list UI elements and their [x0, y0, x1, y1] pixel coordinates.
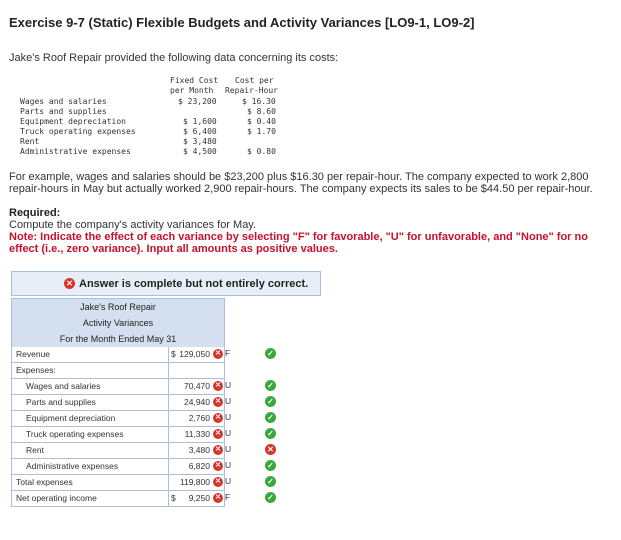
incorrect-icon: ✕	[213, 493, 223, 503]
amount-input[interactable]	[168, 395, 226, 410]
cost-row-fixed: $ 3,480	[183, 137, 217, 146]
correct-check-icon: ✓	[265, 476, 276, 487]
cost-row-fixed: $ 1,600	[183, 117, 217, 126]
row-label: Wages and salaries	[26, 381, 101, 391]
cost-row-fixed: $ 4,500	[183, 147, 217, 156]
report-header	[11, 298, 225, 347]
table-row	[11, 363, 225, 379]
table-row	[11, 427, 225, 443]
cost-row-fixed: $ 23,200	[178, 97, 217, 106]
required-text: Compute the company's activity variances for May.	[9, 219, 257, 231]
table-row	[11, 379, 225, 395]
row-label: Total expenses	[16, 477, 73, 487]
amount-value: 2,760	[188, 413, 210, 423]
cost-row-label: Wages and salaries	[20, 97, 107, 106]
incorrect-x-icon: ✕	[265, 444, 276, 455]
cost-row-fixed: $ 6,400	[183, 127, 217, 136]
effect-select[interactable]: U	[225, 428, 232, 438]
correct-check-icon: ✓	[265, 412, 276, 423]
effect-select[interactable]: F	[225, 492, 231, 502]
row-label: Rent	[26, 445, 44, 455]
amount-value: 129,050	[179, 349, 210, 359]
correct-check-icon: ✓	[265, 460, 276, 471]
report-company: Jake's Roof Repair	[80, 302, 156, 312]
required-note: Note: Indicate the effect of each variance by selecting "F" for favorable, "U" for unfavorable, and "None" for no effect (i.e., zero variance). Input all amounts as positive values.	[9, 231, 588, 255]
cost-row-var: $ 0.80	[247, 147, 276, 156]
intro-text: Jake's Roof Repair provided the following data concerning its costs:	[9, 52, 339, 64]
fixed-cost-header-1: Fixed Cost	[170, 76, 219, 85]
row-label: Administrative expenses	[26, 461, 119, 471]
cost-row-var: $ 0.40	[247, 117, 276, 126]
amount-input[interactable]	[168, 427, 226, 442]
table-row	[11, 491, 225, 507]
table-row	[11, 475, 225, 491]
amount-value: 9,250	[188, 493, 210, 503]
amount-value: 11,330	[184, 429, 210, 439]
exercise-title: Exercise 9-7 (Static) Flexible Budgets and Activity Variances [LO9-1, LO9-2]	[9, 15, 475, 30]
incorrect-icon: ✕	[64, 278, 75, 289]
required-title: Required:	[9, 207, 61, 219]
effect-select[interactable]: F	[225, 348, 231, 358]
table-row	[11, 347, 225, 363]
fixed-cost-header-2: per Month	[170, 86, 214, 95]
cost-row-label: Truck operating expenses	[20, 127, 136, 136]
incorrect-icon: ✕	[213, 381, 223, 391]
example-text: For example, wages and salaries should be $23,200 plus $16.30 per repair-hour. The company expected to work 2,800 repair-hours in May but actually worked 2,900 repair-hours. The company expects its sales to be $44.50 per repair-hour.	[9, 171, 593, 195]
row-label: Net operating income	[16, 493, 97, 503]
incorrect-icon: ✕	[213, 429, 223, 439]
effect-select[interactable]: U	[225, 444, 232, 454]
cost-row-var: $ 1.70	[247, 127, 276, 136]
amount-input[interactable]	[168, 443, 226, 458]
amount-input[interactable]	[168, 475, 226, 490]
amount-value: 119,800	[179, 477, 210, 487]
incorrect-icon: ✕	[213, 477, 223, 487]
cost-row-label: Parts and supplies	[20, 107, 107, 116]
amount-input[interactable]	[168, 411, 226, 426]
effect-select[interactable]: U	[225, 412, 232, 422]
cost-row-var: $ 16.30	[242, 97, 276, 106]
answer-status-banner	[11, 271, 321, 296]
cost-row-label: Administrative expenses	[20, 147, 131, 156]
amount-input[interactable]	[168, 459, 226, 474]
row-label: Equipment depreciation	[26, 413, 116, 423]
cost-row-var: $ 8.60	[247, 107, 276, 116]
activity-variance-report	[11, 298, 225, 507]
amount-input[interactable]	[168, 347, 226, 362]
incorrect-icon: ✕	[213, 461, 223, 471]
effect-select[interactable]: U	[225, 380, 232, 390]
effect-select[interactable]: U	[225, 476, 232, 486]
correct-check-icon: ✓	[265, 492, 276, 503]
row-label: Revenue	[16, 349, 51, 359]
report-name: Activity Variances	[82, 318, 154, 328]
incorrect-icon: ✕	[213, 445, 223, 455]
table-row	[11, 443, 225, 459]
amount-value: 3,480	[188, 445, 210, 455]
row-label: Truck operating expenses	[26, 429, 124, 439]
table-row	[11, 459, 225, 475]
report-period: For the Month Ended May 31	[59, 334, 177, 344]
cost-row-label: Equipment depreciation	[20, 117, 126, 126]
amount-value: 24,940	[184, 397, 210, 407]
answer-status-text: Answer is complete but not entirely correct.	[79, 277, 309, 290]
var-cost-header-2: Repair-Hour	[225, 86, 278, 95]
var-cost-header-1: Cost per	[235, 76, 274, 85]
effect-select[interactable]: U	[225, 460, 232, 470]
amount-value: 70,470	[184, 381, 210, 391]
correct-check-icon: ✓	[265, 428, 276, 439]
effect-select[interactable]: U	[225, 396, 232, 406]
incorrect-icon: ✕	[213, 413, 223, 423]
currency-symbol: $	[171, 349, 176, 359]
amount-value: 6,820	[188, 461, 210, 471]
incorrect-icon: ✕	[213, 349, 223, 359]
cost-row-label: Rent	[20, 137, 40, 146]
amount-input[interactable]	[168, 379, 226, 394]
correct-check-icon: ✓	[265, 380, 276, 391]
row-label: Expenses:	[16, 365, 56, 375]
row-label: Parts and supplies	[26, 397, 96, 407]
table-row	[11, 395, 225, 411]
correct-check-icon: ✓	[265, 396, 276, 407]
amount-input[interactable]	[168, 491, 226, 506]
incorrect-icon: ✕	[213, 397, 223, 407]
correct-check-icon: ✓	[265, 348, 276, 359]
table-row	[11, 411, 225, 427]
empty-cell	[168, 363, 226, 378]
currency-symbol: $	[171, 493, 176, 503]
